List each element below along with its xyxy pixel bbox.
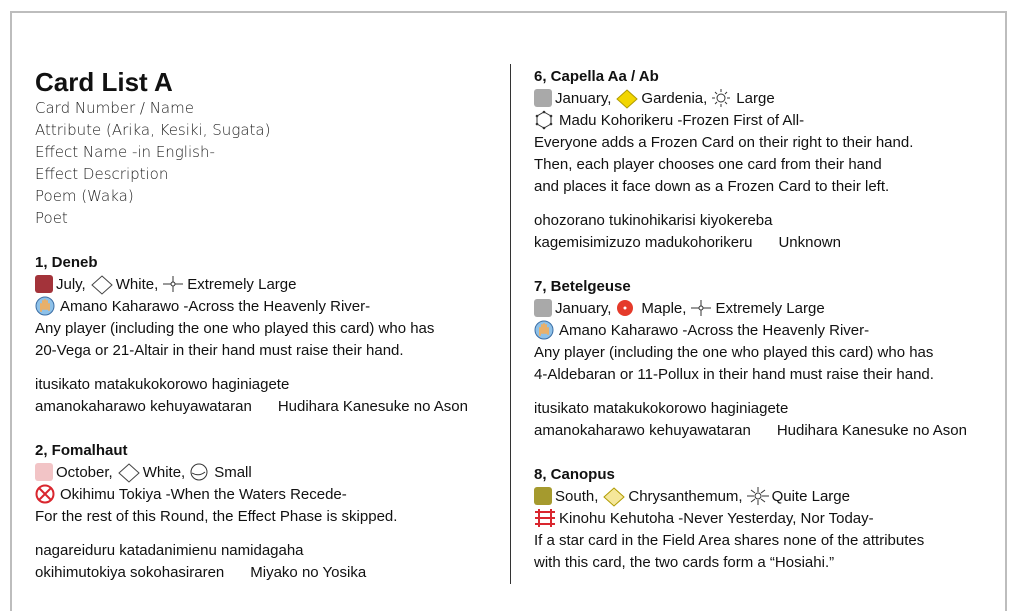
- hexagon-icon: [534, 110, 556, 130]
- card-name: 7, Betelgeuse: [534, 278, 631, 295]
- sugata-label: Large: [736, 90, 775, 107]
- kesiki-label: Maple,: [641, 300, 687, 317]
- kesiki-diamond-icon: [118, 463, 140, 481]
- effect-description: 20-Vega or 21-Altair in their hand must raise their hand.: [35, 342, 404, 359]
- crossed-circle-icon: [35, 484, 57, 504]
- circle-arrow-icon: [189, 463, 211, 481]
- card-name: 2, Fomalhaut: [35, 442, 128, 459]
- card-name: 1, Deneb: [35, 254, 98, 271]
- effect-description: and places it face down as a Frozen Card to their left.: [534, 178, 890, 195]
- legend-block: [35, 67, 270, 229]
- poem-text: okihimutokiya sokohasiraren: [35, 564, 225, 581]
- poem-line: [35, 396, 468, 418]
- raised-hand-icon: [35, 296, 57, 316]
- kesiki-diamond-icon: [616, 299, 638, 317]
- poem-line: [35, 562, 397, 584]
- poem-line: itusikato matakukokorowo haginiagete: [534, 400, 789, 417]
- card-betelgeuse: [534, 276, 967, 442]
- sun-icon: [711, 89, 733, 107]
- kesiki-diamond-icon: [91, 275, 113, 293]
- card-fomalhaut: [35, 440, 397, 584]
- spacer: [35, 362, 468, 374]
- effect-description: with this card, the two cards form a “Hosiahi.”: [534, 554, 835, 571]
- sun-rays-icon: [747, 487, 769, 505]
- poem-text: kagemisimizuzo madukohorikeru: [534, 234, 753, 251]
- card-deneb: [35, 252, 468, 418]
- sugata-label: Extremely Large: [715, 300, 825, 317]
- spacer: [35, 528, 397, 540]
- effect-line: [534, 508, 924, 530]
- kesiki-label: White,: [142, 464, 186, 481]
- poem-line: nagareiduru katadanimienu namidagaha: [35, 542, 304, 559]
- effect-description: Then, each player chooses one card from their hand: [534, 156, 882, 173]
- legend-line: Card Number / Name: [35, 99, 194, 117]
- arika-label: January,: [555, 90, 612, 107]
- legend-line: Attribute (Arika, Kesiki, Sugata): [35, 121, 271, 139]
- effect-line: [534, 110, 913, 132]
- kesiki-label: Chrysanthemum,: [628, 488, 743, 505]
- arika-icon: [35, 275, 53, 293]
- card-capella: [534, 66, 913, 254]
- kesiki-label: Gardenia,: [641, 90, 708, 107]
- poem-text: amanokaharawo kehuyawataran: [534, 422, 751, 439]
- effect-name: Amano Kaharawo -Across the Heavenly River-: [559, 322, 870, 339]
- kesiki-diamond-icon: [616, 89, 638, 107]
- poet: Hudihara Kanesuke no Ason: [277, 398, 468, 415]
- page-title: Card List A: [35, 67, 173, 97]
- arika-icon: [35, 463, 53, 481]
- poem-line: [534, 232, 913, 254]
- effect-name: Kinohu Kehutoha -Never Yesterday, Nor Today-: [559, 510, 874, 527]
- poem-line: [534, 420, 967, 442]
- arika-label: January,: [555, 300, 612, 317]
- legend-line: Poem (Waka): [35, 187, 134, 205]
- attribute-line: [35, 462, 397, 484]
- poet: Hudihara Kanesuke no Ason: [776, 422, 967, 439]
- spacer: [534, 386, 967, 398]
- effect-line: [35, 484, 397, 506]
- sugata-label: Extremely Large: [187, 276, 297, 293]
- poet: Miyako no Yosika: [250, 564, 367, 581]
- poem-line: ohozorano tukinohikarisi kiyokereba: [534, 212, 773, 229]
- effect-name: Amano Kaharawo -Across the Heavenly River-: [60, 298, 371, 315]
- crosshair-small-icon: [162, 275, 184, 293]
- column-divider: [510, 64, 511, 584]
- kesiki-diamond-icon: [603, 487, 625, 505]
- arika-label: South,: [555, 488, 599, 505]
- attribute-line: [35, 274, 468, 296]
- legend-line: Effect Name -in English-: [35, 143, 215, 161]
- effect-name: Madu Kohorikeru -Frozen First of All-: [559, 112, 805, 129]
- effect-description: Any player (including the one who played this card) who has: [35, 320, 435, 337]
- poet: Unknown: [778, 234, 841, 251]
- effect-name: Okihimu Tokiya -When the Waters Recede-: [60, 486, 347, 503]
- arika-icon: [534, 89, 552, 107]
- arika-label: October,: [56, 464, 113, 481]
- card-canopus: [534, 464, 924, 574]
- red-ladder-icon: [534, 508, 556, 528]
- attribute-line: [534, 88, 913, 110]
- attribute-line: [534, 298, 967, 320]
- effect-description: Any player (including the one who played this card) who has: [534, 344, 934, 361]
- kesiki-label: White,: [115, 276, 159, 293]
- effect-line: [534, 320, 967, 342]
- arika-icon: [534, 299, 552, 317]
- attribute-line: [534, 486, 924, 508]
- effect-description: If a star card in the Field Area shares none of the attributes: [534, 532, 925, 549]
- sugata-label: Small: [214, 464, 252, 481]
- arika-label: July,: [56, 276, 86, 293]
- effect-description: 4-Aldebaran or 11-Pollux in their hand must raise their hand.: [534, 366, 934, 383]
- spacer: [534, 198, 913, 210]
- effect-description: Everyone adds a Frozen Card on their right to their hand.: [534, 134, 914, 151]
- arika-icon: [534, 487, 552, 505]
- effect-line: [35, 296, 468, 318]
- card-name: 6, Capella Aa / Ab: [534, 68, 659, 85]
- crosshair-small-icon: [690, 299, 712, 317]
- sugata-label: Quite Large: [771, 488, 850, 505]
- card-name: 8, Canopus: [534, 466, 615, 483]
- raised-hand-icon: [534, 320, 556, 340]
- legend-line: Effect Description: [35, 165, 169, 183]
- poem-text: amanokaharawo kehuyawataran: [35, 398, 252, 415]
- effect-description: For the rest of this Round, the Effect Phase is skipped.: [35, 508, 398, 525]
- poem-line: itusikato matakukokorowo haginiagete: [35, 376, 290, 393]
- legend-line: Poet: [35, 209, 68, 227]
